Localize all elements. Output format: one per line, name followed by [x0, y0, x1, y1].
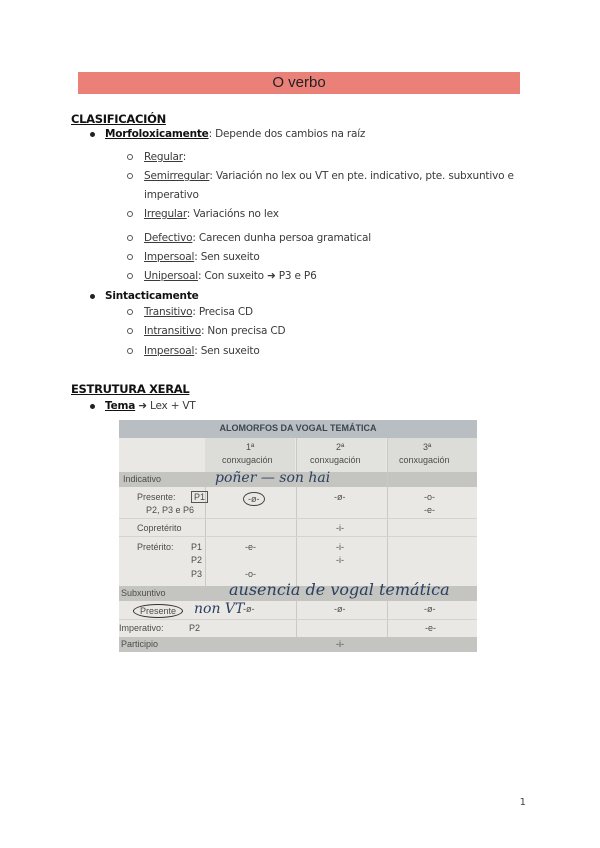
cell-value: -e- [245, 542, 256, 552]
row-label-subxuntivo: Subxuntivo [121, 588, 166, 598]
bullet-icon [90, 294, 95, 299]
row-label-sub-presente: Presente [133, 604, 183, 618]
table-photo [119, 420, 477, 652]
column-header-label: conxugación [222, 455, 273, 465]
cell-value: -i- [336, 542, 344, 552]
list-item: Transitivo: Precisa CD [127, 306, 253, 318]
column-header-label: conxugación [310, 455, 361, 465]
cell-value: -i- [336, 555, 344, 565]
list-item: Impersoal: Sen suxeito [127, 345, 260, 357]
table-section-row [119, 637, 477, 652]
row-label-p2p3p6: P2, P3 e P6 [146, 505, 195, 515]
cell-value: -e- [424, 505, 435, 515]
row-label-p2: P2 [191, 555, 203, 565]
cell-value: -e- [425, 623, 436, 633]
list-item-continuation: imperativo [144, 189, 199, 201]
circle-bullet-icon [127, 348, 133, 354]
list-item: Unipersoal: Con suxeito ➜ P3 e P6 [127, 270, 317, 282]
list-item: Sintacticamente [90, 290, 199, 302]
circle-bullet-icon [127, 154, 133, 160]
list-item: Irregular: Variacións no lex [127, 208, 279, 220]
column-header-number: 3ª [423, 442, 432, 452]
list-item: Tema ➜ Lex + VT [90, 400, 196, 412]
row-label-p2: P2 [189, 623, 201, 633]
row-label-preterito: Pretérito: [137, 542, 174, 552]
column-header-number: 1ª [246, 442, 255, 452]
cell-value: -o- [424, 492, 435, 502]
table-divider [119, 536, 477, 537]
cell-value: -ø- [243, 492, 265, 506]
cell-value: -ø- [334, 604, 346, 614]
row-label-p1: P1 [191, 491, 208, 503]
row-label-participio: Participio [121, 639, 159, 649]
handwritten-note: poñer — son hai [215, 470, 331, 486]
table-divider [119, 518, 477, 519]
circle-bullet-icon [127, 273, 133, 279]
row-label-copretento: Copretérito [137, 523, 182, 533]
row-label-p3: P3 [191, 569, 203, 579]
page-number: 1 [519, 797, 526, 808]
section-heading-estrutura: ESTRUTURA XERAL [71, 382, 190, 396]
cell-value: -ø- [424, 604, 436, 614]
list-item: Intransitivo: Non precisa CD [127, 325, 285, 337]
cell-value: -ø- [243, 604, 255, 614]
circle-bullet-icon [127, 309, 133, 315]
handwritten-note: non VT [194, 601, 245, 617]
section-heading-clasificacion: CLASIFICACIÓN [71, 112, 166, 126]
column-header-label: conxugación [399, 455, 450, 465]
column-header-number: 2ª [336, 442, 345, 452]
list-item: Defectivo: Carecen dunha persoa gramatical [127, 232, 371, 244]
row-label-imperativo: Imperativo: [119, 623, 164, 633]
row-label-presente: Presente: [137, 492, 176, 502]
circle-bullet-icon [127, 235, 133, 241]
list-item: Semirregular: Variación no lex ou VT en pte. indicativo, pte. subxuntivo e [127, 170, 514, 182]
table-divider [119, 619, 477, 620]
circle-bullet-icon [127, 173, 133, 179]
list-item: Morfoloxicamente: Depende dos cambios na raíz [90, 128, 365, 140]
circle-bullet-icon [127, 211, 133, 217]
list-item: Impersoal: Sen suxeito [127, 251, 260, 263]
cell-value: -i- [336, 639, 344, 649]
cell-value: -ø- [334, 492, 346, 502]
circle-bullet-icon [127, 328, 133, 334]
bullet-icon [90, 132, 95, 137]
page-title: O verbo [78, 72, 520, 94]
table-title: ALOMORFOS DA VOGAL TEMÁTICA [219, 423, 377, 433]
row-label-indicativo: Indicativo [123, 474, 162, 484]
cell-value: -i- [336, 523, 344, 533]
list-item: Regular: [127, 151, 186, 163]
bullet-icon [90, 404, 95, 409]
circle-bullet-icon [127, 254, 133, 260]
handwritten-note: ausencia de vogal temática [229, 580, 450, 599]
cell-value: -o- [245, 569, 256, 579]
row-label-p1: P1 [191, 542, 203, 552]
